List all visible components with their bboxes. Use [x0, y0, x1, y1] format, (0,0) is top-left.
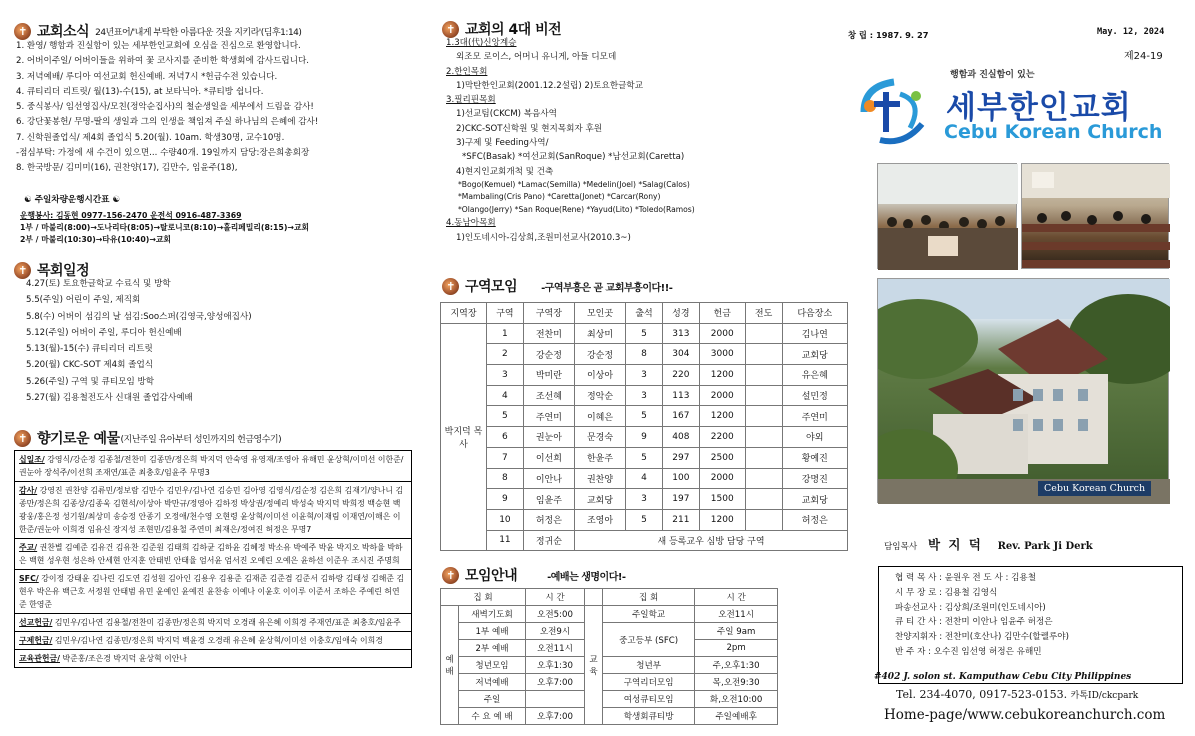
meeting-sunday-label: 주일 — [459, 691, 526, 708]
staff-line: 협 력 목 사 : 윤원우 전 도 사 : 김용철 — [895, 573, 1037, 583]
vision-line: 4)현지인교회개척 및 건축 — [456, 166, 554, 177]
news-item: 3. 저녁예배/ 루디아 여선교회 헌신예배. 저녁7시 *헌금수전 있습니다. — [16, 71, 278, 82]
district-cell: 2500 — [699, 447, 745, 468]
vision-title: 교회의 4대 비전 — [465, 22, 562, 38]
meeting-row — [441, 623, 778, 640]
district-cell: 조선혜 — [523, 385, 574, 406]
district-cell: 3 — [626, 489, 663, 510]
news-list — [0, 39, 428, 177]
vision-line: *Bogo(Kemuel) *Lamac(Semilla) *Medelin(Joel) *Salag(Calos) — [458, 179, 690, 189]
bus-route-2: 2부 / 마불리(10:30)→타유(10:40)→교회 — [20, 235, 171, 244]
ministry-item: 5.26(주일) 구역 및 큐티모임 방학 — [26, 376, 155, 387]
meeting-cell: 주일예배후 — [695, 708, 778, 725]
district-cell — [745, 344, 782, 365]
district-note: 새 등록교우 심방 담당 구역 — [574, 530, 847, 551]
district-cell: 정귀순 — [523, 530, 574, 551]
meeting-cell: 새벽기도회 — [459, 606, 526, 623]
district-header-cell: 출석 — [626, 303, 663, 324]
district-cell: 강명진 — [782, 468, 848, 489]
district-cell: 304 — [662, 344, 699, 365]
offering-category: 구제헌금/ — [19, 636, 53, 645]
meeting-cell: 오전11시 — [526, 640, 585, 657]
news-item: -점심부탁: 가정에 새 수건이 있으면... 수량40개. 19일까지 담당:장은희총회장 — [16, 148, 310, 159]
offering-category: 십일조/ — [19, 455, 45, 464]
staff-line: 큐 티 간 사 : 전찬미 이안나 임윤주 허정은 — [895, 617, 1053, 628]
district-cell: 정악순 — [574, 385, 625, 406]
vision-line: *Mambaling(Cris Pano) *Caretta(Jonet) *Carcar(Rony) — [458, 192, 661, 202]
meeting-row — [441, 708, 778, 725]
district-cell: 3 — [487, 365, 524, 386]
church-bullet-icon: ✝ — [14, 262, 31, 279]
vision-line: 3.필리핀목회 — [446, 95, 496, 106]
offering-row — [15, 539, 411, 570]
district-heading — [442, 276, 672, 296]
ministry-item: 5.5(주일) 어린이 주일, 제직회 — [26, 295, 141, 306]
vision-line: 4.동남아목회 — [446, 218, 496, 229]
district-cell: 교회당 — [782, 344, 848, 365]
middle-column — [428, 0, 860, 736]
meeting-table — [440, 588, 778, 725]
vision-line: *Olango(Jerry) *San Roque(Rene) *Yayud(Lito) *Toledo(Ramos) — [458, 204, 695, 214]
vision-line: *SFC(Basak) *여선교회(SanRoque) *남선교회(Caretta) — [462, 152, 685, 163]
district-cell: 강순정 — [523, 344, 574, 365]
district-cell: 5 — [626, 323, 663, 344]
district-slogan: -구역부흥은 곧 교회부흥이다!!- — [541, 282, 673, 294]
district-cell: 강순정 — [574, 344, 625, 365]
district-row — [441, 344, 848, 365]
district-cell: 허정은 — [523, 509, 574, 530]
vision-line: 3)구제 및 Feeding사역/ — [456, 138, 549, 149]
meeting-cell: 청년부 — [602, 657, 694, 674]
meeting-cell: 오후7:00 — [526, 674, 585, 691]
meeting-cell: 주일학교 — [602, 606, 694, 623]
district-cell: 8 — [626, 344, 663, 365]
offering-category: 감사/ — [19, 486, 38, 495]
district-cell — [745, 447, 782, 468]
offering-category: 교육관헌금/ — [19, 654, 60, 663]
meeting-cell: 여성큐티모임 — [602, 691, 694, 708]
news-item: 8. 한국방문/ 김미미(16), 권찬양(17), 김만수, 임윤주(18), — [16, 163, 238, 174]
news-item: 1. 환영/ 행함과 진실함이 있는 세부한인교회에 오심을 진심으로 환영합니다. — [16, 41, 301, 51]
district-cell: 408 — [662, 427, 699, 448]
pastor-line — [884, 535, 1093, 553]
meeting-cell: 오후7:00 — [526, 708, 585, 725]
district-cell: 11 — [487, 530, 524, 551]
ministry-item: 5.20(월) CKC-SOT 제4회 졸업식 — [26, 360, 154, 371]
district-cell: 임윤주 — [523, 489, 574, 510]
ministry-item: 5.27(월) 김용철전도사 신대원 졸업감사예배 — [26, 393, 193, 404]
phone-numbers: Tel. 234-4070, 0917-523-0153. — [896, 688, 1068, 701]
staff-line: 시 무 장 로 : 김용철 김영식 — [895, 587, 998, 598]
church-building-photo — [877, 278, 1169, 503]
district-cell — [745, 323, 782, 344]
ministry-item: 4.27(토) 토요한글학교 수료식 및 방학 — [26, 279, 171, 289]
pastor-label: 담임목사 — [884, 542, 918, 552]
district-cell: 1200 — [699, 406, 745, 427]
church-logo-icon — [856, 72, 934, 148]
district-cell — [745, 406, 782, 427]
offering-names: 권찬별 김예준 김유건 김유찬 김준원 김태희 김하균 김하윤 김혜정 박소유 박예주 박윤 박지오 박하율 박하은 백현 성우현 성은하 안세현 안지훈 안태빈 안태율 엄서윤 엄서진 오예린 오예은 윤하선 이준우 조시진 주명희 — [19, 543, 403, 565]
district-cell: 주연미 — [523, 406, 574, 427]
district-cell: 211 — [662, 509, 699, 530]
pastor-name-english: Rev. Park Ji Derk — [997, 541, 1093, 552]
district-cell: 220 — [662, 365, 699, 386]
offering-names: 강영식/강순정 김종철/전찬미 김종만/정은희 박지덕 안숙영 유영재/조영아 유해민 윤상혁/이미선 이한준/권눈아 장석주/이선희 조재연/표준 최충호/임윤주 무명3 — [19, 455, 404, 477]
district-cell: 8 — [487, 468, 524, 489]
offering-row — [15, 570, 411, 614]
district-cell: 100 — [662, 468, 699, 489]
meeting-cell: 주,오후1:30 — [695, 657, 778, 674]
offering-row — [15, 650, 411, 667]
ministry-list — [0, 276, 428, 406]
district-cell: 1200 — [699, 509, 745, 530]
kakao-id: 카톡ID/ckcpark — [1070, 691, 1139, 701]
district-row — [441, 489, 848, 510]
district-cell: 박미란 — [523, 365, 574, 386]
meeting-cell: 1부 예배 — [459, 623, 526, 640]
meeting-cell: 중고등부 (SFC) — [602, 623, 694, 657]
district-row — [441, 447, 848, 468]
meeting-education-label: 교육 — [584, 606, 602, 725]
meeting-header-cell: 시 간 — [695, 589, 778, 606]
meeting-row — [441, 657, 778, 674]
district-cell: 황예진 — [782, 447, 848, 468]
church-bullet-icon: ✝ — [14, 23, 31, 40]
meeting-cell — [526, 691, 585, 708]
district-cell: 야외 — [782, 427, 848, 448]
offering-row — [15, 451, 411, 482]
district-cell: 2000 — [699, 468, 745, 489]
district-cell: 2000 — [699, 385, 745, 406]
district-cell: 이선희 — [523, 447, 574, 468]
meeting-row — [441, 674, 778, 691]
meeting-header-row — [441, 589, 778, 606]
offering-names: 강이정 강태윤 김나린 김도연 김성원 김아인 김용우 김용준 김재준 김준겸 김준서 김하랑 김태성 김해준 김현우 박은유 백근호 서정원 안태범 유민 윤예인 윤예진 윤찬송 이예나 이윤호 이이루 이준서 조하은 주예린 허연준 한영준 — [19, 574, 405, 609]
ministry-item: 5.12(주일) 어버이 주일, 루디아 헌신예배 — [26, 327, 182, 338]
district-cell: 전찬미 — [523, 323, 574, 344]
district-cell: 이혜은 — [574, 406, 625, 427]
worship-photo-1 — [877, 163, 1017, 269]
district-row — [441, 385, 848, 406]
news-item: 7. 신학원졸업식/ 제4회 졸업식 5.20(월). 10am. 학생30명, 교수10명. — [16, 132, 285, 143]
offering-row — [15, 614, 411, 632]
district-cell: 설민정 — [782, 385, 848, 406]
district-header-cell: 구역 — [487, 303, 524, 324]
news-heading — [14, 21, 301, 41]
ministry-item: 5.13(월)-15(수) 큐티리더 리트릿 — [26, 344, 153, 355]
ministry-item: 5.8(수) 어버이 섬김의 날 섬김:Soo스퍼(김영국,양성애집사) — [26, 311, 252, 322]
district-header-cell: 지역장 — [441, 303, 487, 324]
district-row — [441, 323, 848, 344]
district-header-cell: 전도 — [745, 303, 782, 324]
offering-names: 김민우/김나연 김용철/전찬미 김종만/정은희 박지덕 오경래 유은혜 이희경 주재연/표준 최충호/임윤주 — [54, 618, 401, 627]
staff-line: 파송선교사 : 김상희/조원미(인도네시아) — [895, 602, 1046, 613]
meeting-row — [441, 691, 778, 708]
offering-category: 주교/ — [19, 543, 38, 552]
meeting-heading — [442, 565, 626, 585]
meeting-cell: 저녁예배 — [459, 674, 526, 691]
district-cell: 7 — [487, 447, 524, 468]
meeting-cell: 청년모임 — [459, 657, 526, 674]
district-cell: 3000 — [699, 344, 745, 365]
district-cell: 허정은 — [782, 509, 848, 530]
church-name-english: Cebu Korean Church — [944, 121, 1163, 143]
photo-caption: Cebu Korean Church — [1038, 481, 1151, 496]
district-cell: 교회당 — [782, 489, 848, 510]
staff-box — [878, 566, 1183, 684]
district-cell — [745, 489, 782, 510]
right-column — [848, 0, 1195, 736]
district-cell: 113 — [662, 385, 699, 406]
issue-date: May. 12, 2024 — [1097, 27, 1165, 37]
meeting-cell: 2부 예배 — [459, 640, 526, 657]
district-cell: 주연미 — [782, 406, 848, 427]
meeting-cell: 오전5:00 — [526, 606, 585, 623]
district-cell: 문경숙 — [574, 427, 625, 448]
offering-box — [14, 450, 412, 668]
offering-row — [15, 482, 411, 539]
meeting-cell: 2pm — [695, 640, 778, 657]
meeting-header-cell: 집 회 — [602, 589, 694, 606]
church-bullet-icon: ✝ — [442, 278, 459, 295]
district-cell: 권찬양 — [574, 468, 625, 489]
district-cell: 313 — [662, 323, 699, 344]
yearly-motto: 24년표어/'내게 부탁한 아름다운 것을 지키라'(딤후1:14) — [95, 27, 302, 38]
district-cell: 5 — [487, 406, 524, 427]
district-cell: 1200 — [699, 365, 745, 386]
meeting-cell: 주일 9am — [695, 623, 778, 640]
issue-number: 제24-19 — [1124, 51, 1163, 62]
meeting-header-cell: 시 간 — [526, 589, 585, 606]
offering-names: 박준홍/조은경 박지덕 윤상혁 이안나 — [62, 654, 188, 663]
vision-list — [428, 36, 860, 245]
news-item: 4. 큐티리더 리트릿/ 월(13)-수(15), at 보타닉아. *큐티방 쉽니다. — [16, 86, 264, 97]
meeting-cell: 구역리더모임 — [602, 674, 694, 691]
district-cell — [745, 385, 782, 406]
district-row — [441, 406, 848, 427]
district-cell: 이안나 — [523, 468, 574, 489]
district-cell: 2200 — [699, 427, 745, 448]
district-cell: 한윤주 — [574, 447, 625, 468]
district-cell: 5 — [626, 447, 663, 468]
vision-line: 1)선교팀(CKCM) 복음사역 — [456, 109, 557, 120]
district-cell: 3 — [626, 385, 663, 406]
district-row — [441, 365, 848, 386]
offering-category: SFC/ — [19, 574, 39, 583]
vision-line: 외조모 로이스, 어머니 유니게, 아들 디모데 — [456, 52, 617, 63]
meeting-cell: 학생회큐티방 — [602, 708, 694, 725]
meeting-cell: 오후1:30 — [526, 657, 585, 674]
vision-line: 1)인도네시아-김상희,조원미선교사(2010.3~) — [456, 232, 631, 243]
meeting-worship-label: 예배 — [441, 606, 459, 725]
district-cell: 10 — [487, 509, 524, 530]
district-cell: 4 — [487, 385, 524, 406]
bus-schedule — [20, 210, 309, 246]
district-row — [441, 427, 848, 448]
ministry-title: 목회일정 — [37, 263, 90, 279]
district-title: 구역모임 — [465, 279, 518, 295]
meeting-row — [441, 606, 778, 623]
church-name-korean: 세부한인교회 — [946, 90, 1132, 126]
news-item: 6. 강단꽃봉헌/ 무명-딸의 생일과 그의 인생을 책임져 주실 하나님의 은혜에 감사! — [16, 117, 319, 128]
district-cell: 2000 — [699, 323, 745, 344]
vision-line: 1.3대(代)신앙계승 — [446, 38, 517, 48]
left-column — [0, 0, 428, 736]
staff-line: 찬양지휘자 : 전찬미(호산나) 김만수(할렐루야) — [895, 632, 1069, 643]
meeting-cell: 화,오전10:00 — [695, 691, 778, 708]
established-date: 창 립 : 1987. 9. 27 — [848, 30, 929, 40]
meeting-header-cell: 집 회 — [441, 589, 526, 606]
homepage-url[interactable]: Home-page/www.cebukoreanchurch.com — [884, 707, 1166, 723]
district-cell: 2 — [487, 344, 524, 365]
district-header-cell: 헌금 — [699, 303, 745, 324]
district-cell — [745, 427, 782, 448]
district-header-cell: 다음장소 — [782, 303, 848, 324]
district-table — [440, 302, 848, 551]
district-header-cell: 구역장 — [523, 303, 574, 324]
vision-line: 1)막탄한인교회(2001.12.2설립) 2)토요한글학교 — [456, 80, 644, 91]
church-bullet-icon: ✝ — [442, 567, 459, 584]
meeting-cell: 오전9시 — [526, 623, 585, 640]
bus-route-1: 1부 / 마불리(8:00)→도나리타(8:05)→탈로니코(8:10)→홀리페밀리(8:15)→교회 — [20, 223, 310, 232]
news-title: 교회소식 — [37, 24, 90, 40]
meeting-cell: 목,오전9:30 — [695, 674, 778, 691]
district-row — [441, 530, 848, 551]
district-row — [441, 468, 848, 489]
district-cell: 권눈아 — [523, 427, 574, 448]
offering-category: 선교헌금/ — [19, 618, 53, 627]
church-address: #402 J. solon st. Kamputhaw Cebu City Philippines — [874, 672, 1132, 682]
staff-line: 반 주 자 : 오수진 임선영 허정은 유해민 — [895, 646, 1042, 657]
district-cell — [745, 509, 782, 530]
district-cell: 교회당 — [574, 489, 625, 510]
vision-line: 2)CKC-SOT신학원 및 현지목회자 후원 — [456, 123, 603, 134]
church-tagline: 행함과 진실함이 있는 — [950, 70, 1035, 80]
district-cell: 4 — [626, 468, 663, 489]
pastor-name: 박 지 덕 — [927, 537, 983, 552]
contact-line — [896, 688, 1138, 701]
district-cell: 297 — [662, 447, 699, 468]
church-bullet-icon: ✝ — [14, 430, 31, 447]
meeting-cell: 수 요 예 배 — [459, 708, 526, 725]
offering-heading — [14, 428, 281, 448]
district-leader: 박지덕 목사 — [441, 323, 487, 551]
district-cell: 167 — [662, 406, 699, 427]
vision-line: 2.한인목회 — [446, 66, 488, 77]
church-bullet-icon: ✝ — [442, 21, 459, 38]
district-cell: 최상미 — [574, 323, 625, 344]
district-row — [441, 509, 848, 530]
district-header-cell: 성경 — [662, 303, 699, 324]
district-cell: 1500 — [699, 489, 745, 510]
bus-schedule-title: ☯ 주일차량운행시간표 ☯ — [24, 195, 121, 205]
district-cell — [745, 365, 782, 386]
worship-photo-2 — [1021, 163, 1169, 269]
meeting-slogan: -예배는 생명이다!- — [547, 571, 626, 583]
meeting-cell: 오전11시 — [695, 606, 778, 623]
district-cell: 3 — [626, 365, 663, 386]
district-cell: 9 — [487, 489, 524, 510]
district-header-row — [441, 303, 848, 324]
district-header-cell: 모인곳 — [574, 303, 625, 324]
meeting-title: 모임안내 — [465, 568, 518, 584]
offering-names: 강영진 권찬양 김류민/정보람 김만수 김민우/김나연 김승민 김아영 김영식/김순정 김은희 김재기/양나니 김종만/정은희 김종상/김종욱 김현석/이상아 박만규/정영아 김하정 박상권/정예리 박성숙 박지덕 박희정 백승현 백광웅/홍은정 성기원/최상미 송승정 안종기 오정애/천수영 오현령 윤상혁/이미선 이윤혁/이재림 이재연/이해은 이한준/권눈아 이희경 임유신 장지성 조현민/김용철 주연미 최재은/정여진 허정은 무명7 — [19, 486, 404, 534]
district-cell: 유은혜 — [782, 365, 848, 386]
offering-subtitle: (지난주일 유아부터 성인까지의 헌금영수기) — [120, 434, 282, 445]
district-cell: 197 — [662, 489, 699, 510]
meeting-spacer — [584, 589, 602, 606]
district-cell: 1 — [487, 323, 524, 344]
news-item: 5. 중식봉사/ 임선영집사/모친(정악순집사)의 철순생일을 세부에서 드림을 감사! — [16, 102, 314, 113]
district-cell: 김나연 — [782, 323, 848, 344]
bus-driver: 운행봉사: 김동현 0977-156-2470 운전석 0916-487-3369 — [20, 211, 242, 220]
offering-names: 김민우/김나연 김종민/정은희 박지덕 백윤경 오경래 유은혜 윤상혁/이미선 이충호/임애숙 이희경 — [54, 636, 383, 645]
district-cell: 5 — [626, 406, 663, 427]
district-cell: 이상아 — [574, 365, 625, 386]
district-cell: 조영아 — [574, 509, 625, 530]
district-cell: 6 — [487, 427, 524, 448]
district-cell — [745, 468, 782, 489]
district-cell: 9 — [626, 427, 663, 448]
news-item: 2. 어버이주일/ 어버이들을 위하여 꽃 코사지를 준비한 학생회에 감사드립니다. — [16, 56, 310, 67]
district-cell: 5 — [626, 509, 663, 530]
offering-row — [15, 632, 411, 650]
offering-title: 향기로운 예물 — [37, 431, 120, 447]
